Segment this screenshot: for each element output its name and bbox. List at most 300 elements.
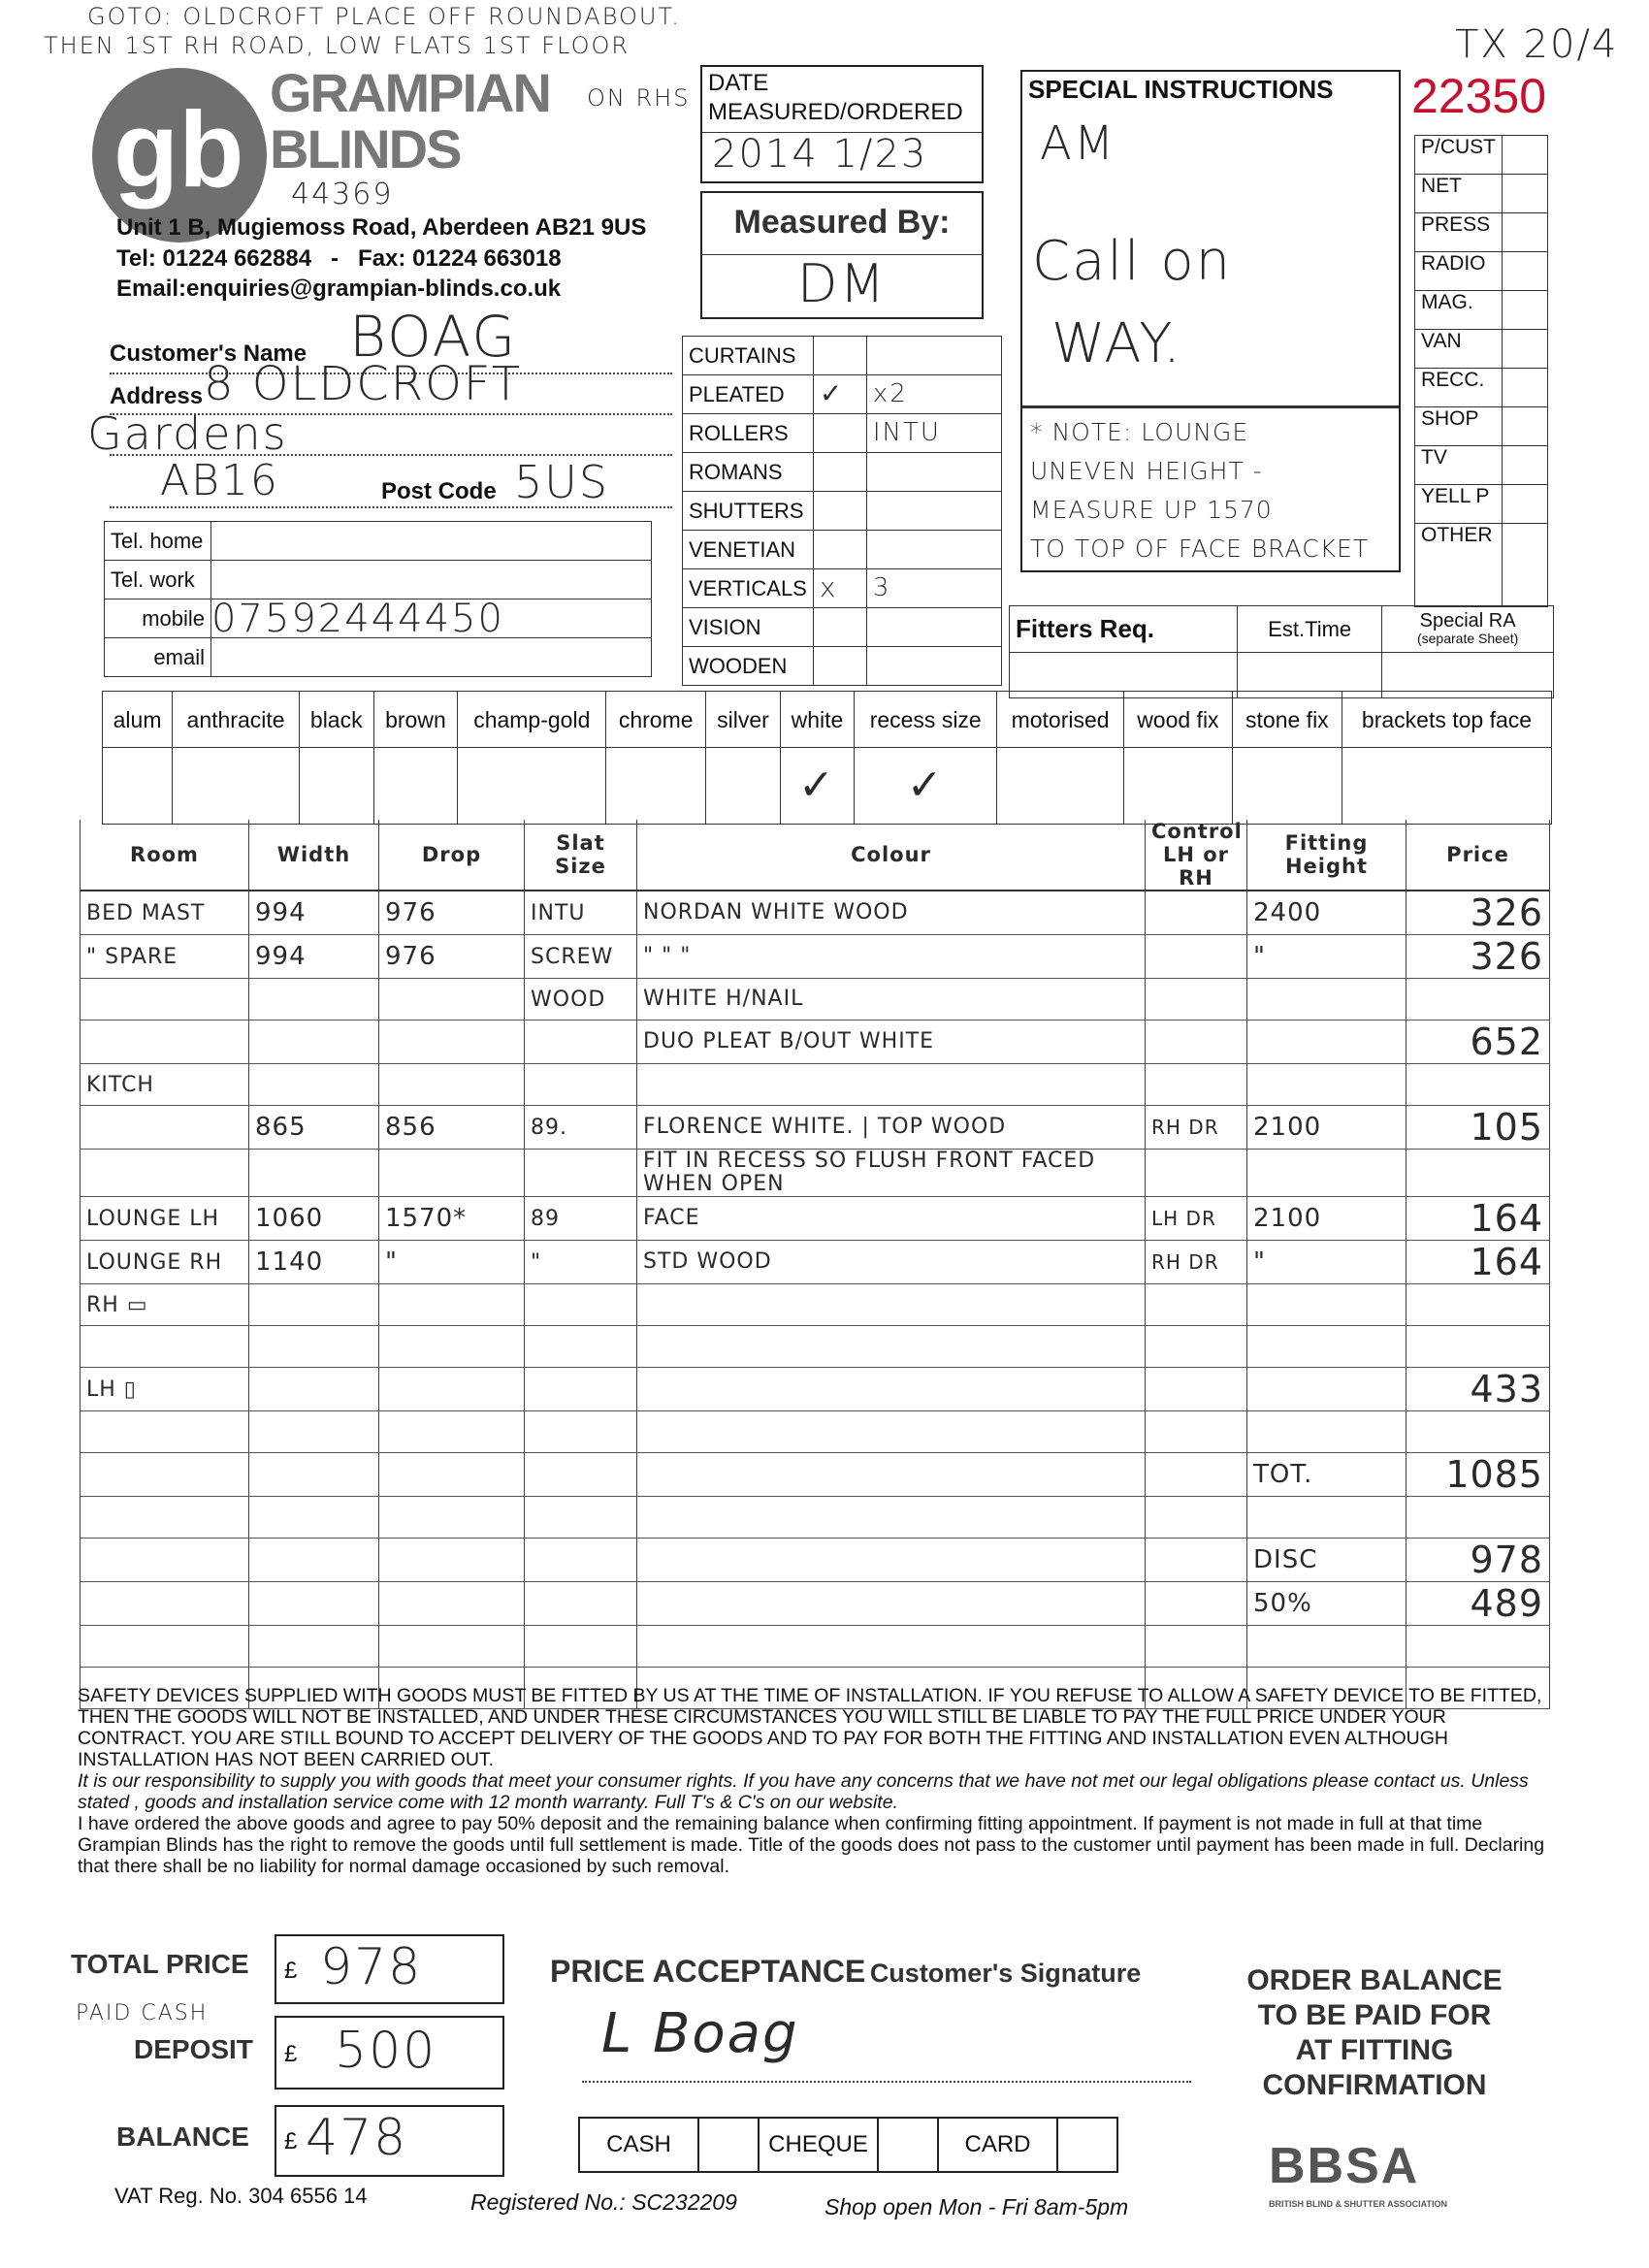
total-price-value: 978 [320,1938,423,1996]
column-header: Width [249,820,379,891]
contact-label: Tel. work [105,561,211,599]
cell-slat-size[interactable]: WOOD [525,979,637,1021]
cell-fitting-height[interactable] [1247,1326,1406,1368]
options-table [102,691,1552,825]
cell-colour[interactable] [637,1497,1146,1539]
company-name-2: BLINDS [270,118,461,179]
customer-signature[interactable]: L Boag [601,2002,799,2065]
cell-price[interactable]: 105 [1406,1106,1550,1150]
source-checkbox[interactable] [1503,175,1548,213]
cell-drop[interactable] [379,1368,525,1411]
cell-slat-size[interactable] [525,1326,637,1368]
customer-name[interactable]: BOAG [349,304,518,370]
contact-row [105,522,652,561]
cell-drop[interactable]: " [379,1241,525,1284]
source-label: YELL P [1415,485,1503,524]
cell-slat-size[interactable] [525,1284,637,1326]
cell-width[interactable] [249,1582,379,1626]
blind-type-tick[interactable] [813,337,866,375]
cell-room[interactable] [81,1326,249,1368]
contact-label: mobile [105,599,211,638]
special-line-3[interactable]: WAY. [1051,312,1182,375]
cell-colour[interactable] [637,1453,1146,1497]
cell-control[interactable] [1146,1021,1247,1064]
table-row [81,891,1550,935]
cell-width[interactable]: 994 [249,891,379,935]
address-line-3[interactable]: AB16 [160,456,279,505]
cell-room[interactable]: LOUNGE RH [81,1241,249,1284]
payment-method-card[interactable] [937,2117,1118,2173]
cell-price[interactable] [1406,1064,1550,1106]
option-mark[interactable] [173,748,300,825]
source-row [1415,252,1548,291]
cell-fitting-height[interactable] [1247,1626,1406,1668]
cell-colour[interactable] [637,1582,1146,1626]
payment-checkbox[interactable] [879,2119,937,2171]
cell-slat-size[interactable]: 89. [525,1106,637,1150]
table-header [81,820,1550,891]
option-mark[interactable] [373,748,458,825]
source-checkbox[interactable] [1503,446,1548,485]
contact-row [105,599,652,638]
deposit-field[interactable] [275,2016,504,2090]
cell-room[interactable] [81,1582,249,1626]
cell-price[interactable]: 164 [1406,1241,1550,1284]
source-checkbox[interactable] [1503,485,1548,524]
special-note[interactable] [1030,413,1369,568]
cell-drop[interactable] [379,1626,525,1668]
option-mark[interactable] [103,748,173,825]
cell-room[interactable] [81,1453,249,1497]
cell-colour[interactable] [637,1326,1146,1368]
blind-type-qty[interactable]: x2 [866,375,1001,414]
logo-letters: gb [113,90,244,210]
cell-colour[interactable] [637,1368,1146,1411]
deposit-value: 500 [335,2022,437,2080]
total-price-field[interactable] [275,1934,504,2004]
cell-price[interactable] [1406,1326,1550,1368]
option-mark[interactable]: ✓ [855,748,997,825]
source-label: VAN [1415,330,1503,369]
cell-slat-size[interactable] [525,1453,637,1497]
cell-width[interactable] [249,1626,379,1668]
company-email: Email:enquiries@grampian-blinds.co.uk [116,275,562,302]
option-label: anthracite [173,692,300,748]
cell-control[interactable] [1146,1064,1247,1106]
cell-control[interactable] [1146,891,1247,935]
cell-room[interactable]: BED MAST [81,891,249,935]
blind-type-row [683,531,1002,569]
cell-fitting-height[interactable] [1247,1064,1406,1106]
option-mark[interactable] [458,748,606,825]
cell-width[interactable]: 1140 [249,1241,379,1284]
blind-type-qty[interactable] [866,647,1001,686]
cell-colour[interactable] [637,1411,1146,1453]
note-line: TO TOP OF FACE BRACKET [1030,535,1370,563]
special-line-2[interactable]: Call on [1032,230,1233,293]
blind-type-tick[interactable]: ✓ [813,375,866,414]
blind-type-qty[interactable] [866,531,1001,569]
company-address: Unit 1 B, Mugiemoss Road, Aberdeen AB21 9US [116,214,647,241]
source-row [1415,330,1548,369]
cell-slat-size[interactable] [525,1497,637,1539]
blind-type-label: CURTAINS [683,337,814,375]
table-row [81,935,1550,979]
handwritten-tx: TX 20/4 [1455,22,1619,67]
cell-drop[interactable] [379,1284,525,1326]
handwritten-directions-2: THEN 1ST RH ROAD, LOW FLATS 1ST FLOOR [44,32,630,59]
cell-width[interactable] [249,1021,379,1064]
contact-table [104,521,652,677]
table-row [81,1021,1550,1064]
source-label: RECC. [1415,369,1503,407]
option-mark[interactable] [1342,748,1551,825]
table-row [81,1453,1550,1497]
cell-drop[interactable]: 1570* [379,1197,525,1241]
address-line-1[interactable]: 8 OLDCROFT [204,357,523,411]
cell-width[interactable]: 1060 [249,1197,379,1241]
cell-room[interactable]: " SPARE [81,935,249,979]
blind-type-qty[interactable] [866,492,1001,531]
cell-drop[interactable]: 976 [379,891,525,935]
cell-slat-size[interactable]: " [525,1241,637,1284]
cell-fitting-height[interactable]: 2100 [1247,1197,1406,1241]
cell-control[interactable] [1146,1582,1247,1626]
option-mark[interactable] [997,748,1124,825]
cell-price[interactable]: 433 [1406,1368,1550,1411]
blind-type-tick[interactable] [813,414,866,453]
registered-number: Registered No.: SC232209 [470,2189,737,2215]
cell-fitting-height[interactable]: " [1247,1241,1406,1284]
balance-value: 478 [306,2109,408,2167]
cell-fitting-height[interactable] [1247,1150,1406,1197]
bbsa-logo: BBSA [1269,2138,1420,2194]
cell-width[interactable] [249,1284,379,1326]
source-row [1415,136,1548,175]
column-header: Colour [637,820,1146,891]
cell-width[interactable] [249,1453,379,1497]
cell-colour[interactable]: FLORENCE WHITE. | TOP WOOD [637,1106,1146,1150]
cell-colour[interactable]: NORDAN WHITE WOOD [637,891,1146,935]
blind-type-qty[interactable] [866,608,1001,647]
cell-slat-size[interactable] [525,1150,637,1197]
source-checkbox[interactable] [1503,369,1548,407]
cell-width[interactable] [249,1064,379,1106]
cell-colour[interactable]: STD WOOD [637,1241,1146,1284]
contact-value[interactable]: 07592444450 [211,599,652,638]
option-label: brackets top face [1342,692,1551,748]
blind-type-qty[interactable]: 3 [866,569,1001,608]
blind-type-tick[interactable] [813,608,866,647]
cell-width[interactable] [249,1411,379,1453]
measured-by-box [700,191,984,319]
blind-type-qty[interactable] [866,337,1001,375]
column-header: Slat Size [525,820,637,891]
cell-colour[interactable]: " " " [637,935,1146,979]
blind-type-row [683,647,1002,686]
payment-method-cheque[interactable] [758,2117,939,2173]
cell-room[interactable] [81,1411,249,1453]
cell-room[interactable] [81,1497,249,1539]
cell-price[interactable] [1406,1411,1550,1453]
cell-drop[interactable] [379,1411,525,1453]
cell-slat-size[interactable] [525,1064,637,1106]
cell-fitting-height[interactable]: 50% [1247,1582,1406,1626]
cell-colour[interactable]: FACE [637,1197,1146,1241]
blind-type-label: VISION [683,608,814,647]
cell-control[interactable] [1146,1411,1247,1453]
table-row [81,1284,1550,1326]
order-balance-line: AT FITTING [1295,2034,1454,2066]
cell-price[interactable] [1406,1626,1550,1668]
blind-type-qty[interactable] [866,453,1001,492]
source-checkbox[interactable] [1503,136,1548,175]
column-header: Drop [379,820,525,891]
cell-room[interactable] [81,1106,249,1150]
cell-width[interactable] [249,979,379,1021]
cell-width[interactable] [249,1326,379,1368]
cell-width[interactable] [249,1539,379,1582]
cell-width[interactable]: 865 [249,1106,379,1150]
option-label: chrome [606,692,706,748]
cell-control[interactable] [1146,1326,1247,1368]
cell-drop[interactable] [379,1582,525,1626]
cell-price[interactable]: 326 [1406,891,1550,935]
payment-checkbox[interactable] [699,2119,758,2171]
cell-colour[interactable]: FIT IN RECESS SO FLUSH FRONT FACED WHEN OPEN [637,1150,1146,1197]
cell-drop[interactable]: 856 [379,1106,525,1150]
note-line: MEASURE UP 1570 [1030,496,1273,524]
handwritten-directions-1: GOTO: OLDCROFT PLACE OFF ROUNDABOUT. [87,3,681,30]
cell-width[interactable] [249,1368,379,1411]
source-checkbox[interactable] [1503,291,1548,330]
special-ra-label [1382,606,1554,653]
cell-width[interactable] [249,1150,379,1197]
cell-colour[interactable] [637,1064,1146,1106]
option-label: recess size [855,692,997,748]
cell-fitting-height[interactable] [1247,1284,1406,1326]
blind-type-qty[interactable]: INTU [866,414,1001,453]
cell-price[interactable]: 326 [1406,935,1550,979]
cell-room[interactable]: LH ▯ [81,1368,249,1411]
cell-room[interactable]: LOUNGE LH [81,1197,249,1241]
payment-method-cash[interactable] [578,2117,760,2173]
cell-fitting-height[interactable]: DISC [1247,1539,1406,1582]
blind-types-table [682,336,1002,686]
source-checkbox[interactable] [1503,524,1548,607]
cell-drop[interactable] [379,1326,525,1368]
cell-room[interactable] [81,1626,249,1668]
option-mark[interactable] [299,748,373,825]
blind-type-tick[interactable] [813,531,866,569]
cell-price[interactable] [1406,1150,1550,1197]
cell-fitting-height[interactable] [1247,1411,1406,1453]
cell-fitting-height[interactable]: 2100 [1247,1106,1406,1150]
cell-control[interactable] [1146,1284,1247,1326]
blind-type-tick[interactable]: x [813,569,866,608]
option-mark[interactable] [706,748,781,825]
cell-fitting-height[interactable]: 2400 [1247,891,1406,935]
cell-slat-size[interactable]: SCREW [525,935,637,979]
currency-symbol: £ [284,2128,298,2155]
option-mark[interactable] [606,748,706,825]
blind-type-row [683,337,1002,375]
option-mark[interactable]: ✓ [780,748,855,825]
source-label: RADIO [1415,252,1503,291]
cell-fitting-height[interactable]: TOT. [1247,1453,1406,1497]
shop-hours: Shop open Mon - Fri 8am-5pm [824,2194,1129,2219]
safety-terms: SAFETY DEVICES SUPPLIED WITH GOODS MUST BE FITTED BY US AT THE TIME OF INSTALLATION. IF YOU REFUSE TO ALLOW A SAFETY DEVICE TO BE FITTED, THEN THE GOODS WILL NOT BE INSTALLED, AND UNDER THESE CIRCUMSTANCES YOU WILL STILL BE LIABLE TO PAY THE FULL PRICE UNDER YOUR CONTRACT. YOU ARE STILL BOUND TO ACCEPT DELIVERY OF THE GOODS AND TO PAY FOR BOTH THE FITTING AND INSTALLATION EVEN ALTHOUGH INSTALLATION HAS NOT BEEN CARRIED OUT. [78,1685,1542,1770]
source-row [1415,213,1548,252]
cell-slat-size[interactable] [525,1021,637,1064]
deposit-label: DEPOSIT [134,2034,253,2064]
vat-number: VAT Reg. No. 304 6556 14 [114,2184,368,2208]
cell-slat-size[interactable]: INTU [525,891,637,935]
option-mark[interactable] [1124,748,1233,825]
blind-type-tick[interactable] [813,492,866,531]
source-label: NET [1415,175,1503,213]
cell-room[interactable] [81,1021,249,1064]
blind-type-row [683,569,1002,608]
contact-value[interactable] [211,561,652,599]
cell-control[interactable] [1146,935,1247,979]
cell-drop[interactable] [379,1453,525,1497]
cell-drop[interactable] [379,1150,525,1197]
order-balance-note [1229,1963,1520,2103]
cell-slat-size[interactable] [525,1626,637,1668]
company-phone: Tel: 01224 662884 - Fax: 01224 663018 [116,245,562,272]
cell-fitting-height[interactable] [1247,1497,1406,1539]
contact-value[interactable] [211,522,652,561]
cell-price[interactable] [1406,1497,1550,1539]
cell-drop[interactable] [379,1497,525,1539]
measured-by-value[interactable]: DM [796,253,888,314]
fitters-table [1009,605,1554,698]
cell-price[interactable]: 652 [1406,1021,1550,1064]
contact-label: Tel. home [105,522,211,561]
balance-field[interactable] [275,2105,504,2177]
payment-method-label: CARD [939,2119,1058,2171]
special-instructions-box [1020,70,1401,572]
terms-block [78,1685,1552,1877]
cell-colour[interactable] [637,1539,1146,1582]
cell-control[interactable] [1146,1368,1247,1411]
cell-price[interactable]: 978 [1406,1539,1550,1582]
cell-drop[interactable] [379,1064,525,1106]
source-checkbox[interactable] [1503,213,1548,252]
cell-colour[interactable]: WHITE H/NAIL [637,979,1146,1021]
table-row [81,979,1550,1021]
currency-symbol: £ [284,1958,298,1984]
source-checkbox[interactable] [1503,407,1548,446]
date-label-2: MEASURED/ORDERED [708,99,963,125]
cell-slat-size[interactable] [525,1368,637,1411]
payment-checkbox[interactable] [1058,2119,1116,2171]
source-label: SHOP [1415,407,1503,446]
source-checkbox[interactable] [1503,330,1548,369]
cell-control[interactable] [1146,979,1247,1021]
address-label: Address [110,383,204,409]
cell-colour[interactable] [637,1626,1146,1668]
blind-type-tick[interactable] [813,453,866,492]
cell-control[interactable]: RH DR [1146,1106,1247,1150]
cell-colour[interactable]: DUO PLEAT B/OUT WHITE [637,1021,1146,1064]
blind-type-label: PLEATED [683,375,814,414]
cell-fitting-height[interactable] [1247,1368,1406,1411]
cell-fitting-height[interactable] [1247,979,1406,1021]
cell-width[interactable]: 994 [249,935,379,979]
payment-method-label: CASH [580,2119,699,2171]
option-label: silver [706,692,781,748]
cell-control[interactable] [1146,1150,1247,1197]
cell-price[interactable]: 1085 [1406,1453,1550,1497]
table-row [81,1106,1550,1150]
special-am[interactable]: AM [1040,116,1116,171]
cell-control[interactable] [1146,1626,1247,1668]
customer-name-label: Customer's Name [110,340,307,367]
address-line-2[interactable]: Gardens [87,407,288,460]
cell-slat-size[interactable]: 89 [525,1197,637,1241]
cell-control[interactable] [1146,1453,1247,1497]
cell-drop[interactable] [379,1021,525,1064]
cell-fitting-height[interactable] [1247,1021,1406,1064]
blind-type-tick[interactable] [813,647,866,686]
cell-slat-size[interactable] [525,1539,637,1582]
options-labels [103,692,1552,748]
cell-control[interactable] [1146,1539,1247,1582]
source-row [1415,407,1548,446]
cell-price[interactable]: 164 [1406,1197,1550,1241]
option-mark[interactable] [1232,748,1342,825]
cell-slat-size[interactable] [525,1582,637,1626]
cell-room[interactable] [81,1150,249,1197]
date-value[interactable]: 2014 1/23 [712,132,928,177]
order-balance-line: CONFIRMATION [1262,2069,1487,2101]
consumer-rights-terms: It is our responsibility to supply you with goods that meet your consumer rights. If you have any concerns that we have not met our legal obligations please contact us. Unless stated , goods and installation service come with 12 month warranty. Full T's & C's on our website. [78,1770,1529,1813]
source-checkbox[interactable] [1503,252,1548,291]
cell-control[interactable]: LH DR [1146,1197,1247,1241]
option-label: motorised [997,692,1124,748]
cell-width[interactable] [249,1497,379,1539]
cell-colour[interactable] [637,1284,1146,1326]
table-row [81,1064,1550,1106]
cell-fitting-height[interactable]: " [1247,935,1406,979]
cell-slat-size[interactable] [525,1411,637,1453]
cell-drop[interactable] [379,979,525,1021]
cell-price[interactable] [1406,979,1550,1021]
cell-control[interactable] [1146,1497,1247,1539]
cell-drop[interactable] [379,1539,525,1582]
postcode[interactable]: 5US [514,456,610,508]
measurement-table [80,820,1550,1709]
postcode-line [110,506,672,508]
cell-room[interactable] [81,1539,249,1582]
source-label: PRESS [1415,213,1503,252]
cell-room[interactable]: KITCH [81,1064,249,1106]
blind-type-label: ROLLERS [683,414,814,453]
cell-room[interactable]: RH ▭ [81,1284,249,1326]
cell-room[interactable] [81,979,249,1021]
cell-control[interactable]: RH DR [1146,1241,1247,1284]
blind-type-row [683,453,1002,492]
source-row [1415,175,1548,213]
option-label: stone fix [1232,692,1342,748]
signature-line [582,2081,1191,2083]
cell-price[interactable] [1406,1284,1550,1326]
contact-value[interactable] [211,638,652,677]
cell-drop[interactable]: 976 [379,935,525,979]
cell-price[interactable]: 489 [1406,1582,1550,1626]
